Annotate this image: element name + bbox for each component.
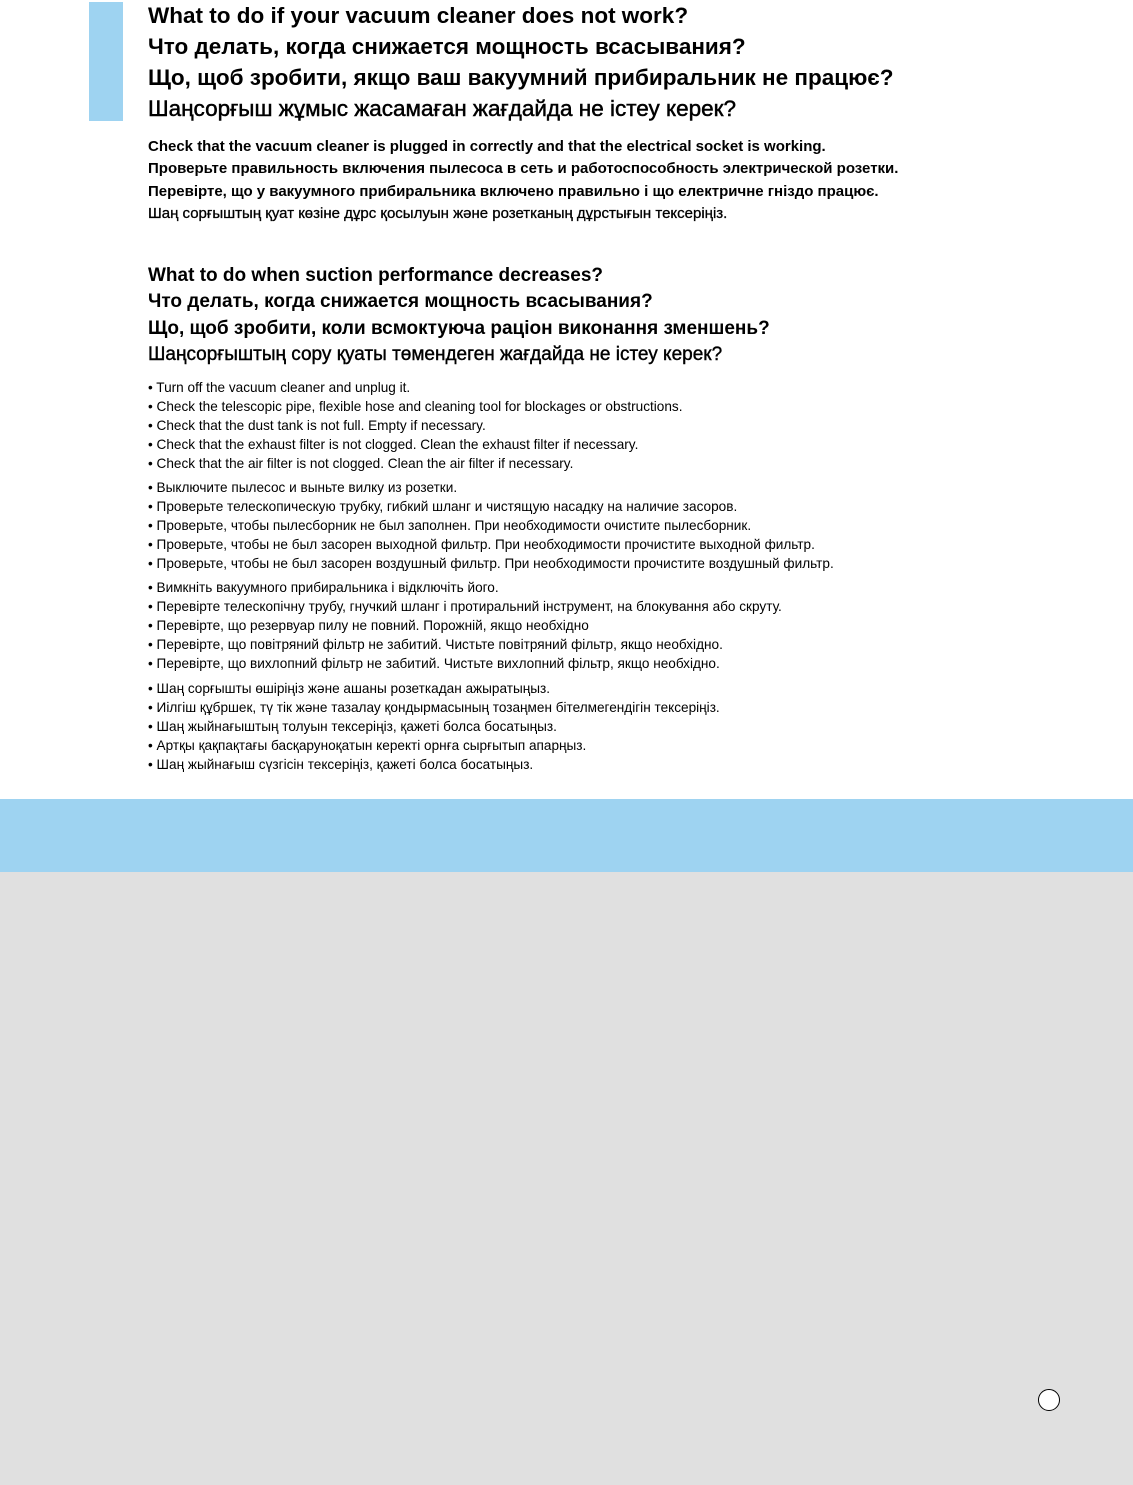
check-kz: Шаң сорғыштың қуат көзіне дұрс қосылуын және розетканың дұрстығын тексеріңіз. [148,204,728,222]
bullet-list-kz [148,679,720,774]
accent-side-bar [89,2,123,121]
list-item: • Check the telescopic pipe, flexible hose and cleaning tool for blockages or obstructions. [148,397,682,416]
bullet-list-ru [148,478,834,573]
heading-kz: Шаңсорғыштың сору қуаты төмендеген жағдайда не істеу керек? [148,343,723,365]
check-ru: Проверьте правильность включения пылесоса в сеть и работоспособность электрической розетки. [148,160,899,178]
page-number-circle [1038,1389,1060,1411]
page-content [148,0,1108,773]
section-not-working [148,0,1108,225]
list-item: • Артқы қақпақтағы басқаруноқатын керекті орнға сырғытып апарңыз. [148,736,720,755]
accent-band [0,799,1133,872]
list-item: • Перевірте телескопічну трубу, гнучкий шланг і протиральний інструмент, на блокування або скруту. [148,597,782,616]
list-item: • Шаң жыйнағыштың толуын тексеріңіз, қажеті болса босатыңыз. [148,717,720,736]
grey-panel [0,872,1133,1485]
section-suction-decrease [148,263,770,368]
list-item: • Check that the exhaust filter is not clogged. Clean the exhaust filter if necessary. [148,435,682,454]
list-item: • Перевірте, що вихлопний фільтр не забитий. Чистьте вихлопний фільтр, якщо необхідно. [148,654,782,673]
list-item: • Проверьте, чтобы не был засорен выходной фильтр. При необходимости прочистите выходной фильтр. [148,535,834,554]
heading-en: What to do if your vacuum cleaner does not work? [148,3,689,28]
list-item: • Проверьте, чтобы не был засорен воздушный фильтр. При необходимости прочистите воздушный фильтр. [148,554,834,573]
bullet-list-en [148,378,682,473]
list-item: • Шаң жыйнағыш сүзгісін тексеріңіз, қажеті болса босатыңыз. [148,755,720,774]
list-item: • Перевірте, що резервуар пилу не повний. Порожній, якщо необхідно [148,616,782,635]
heading-uk: Що, щоб зробити, коли всмоктуюча раціон виконання зменшень? [148,317,770,339]
heading-kz: Шаңсорғыш жұмыс жасамаған жағдайда не істеу керек? [148,96,737,121]
list-item: • Turn off the vacuum cleaner and unplug it. [148,378,682,397]
list-item: • Выключите пылесос и выньте вилку из розетки. [148,478,834,497]
bullet-list-uk [148,578,782,673]
list-item: • Check that the dust tank is not full. Empty if necessary. [148,416,682,435]
list-item: • Вимкніть вакуумного прибиральника і відключіть його. [148,578,782,597]
list-item: • Проверьте, чтобы пылесборник не был заполнен. При необходимости очистите пылесборник. [148,516,834,535]
check-socket-text [148,136,1108,225]
heading-uk: Що, щоб зробити, якщо ваш вакуумний прибиральник не працює? [148,65,894,90]
list-item: • Check that the air filter is not clogged. Clean the air filter if necessary. [148,454,682,473]
list-item: • Перевірте, що повітряний фільтр не забитий. Чистьте повітряний фільтр, якщо необхідно. [148,635,782,654]
list-item: • Шаң сорғышты өшіріңіз және ашаны розеткадан ажыратыңыз. [148,679,720,698]
heading-ru: Что делать, когда снижается мощность всасывания? [148,34,746,59]
check-en: Check that the vacuum cleaner is plugged in correctly and that the electrical socket is working. [148,138,826,155]
list-item: • Иілгіш құбршек, тү тік және тазалау қондырмасының тозаңмен бітелмегендігін тексеріңіз. [148,698,720,717]
heading-en: What to do when suction performance decreases? [148,265,604,286]
check-uk: Перевірте, що у вакуумного прибиральника включено правильно і що електричне гніздо працює. [148,182,879,200]
list-item: • Проверьте телескопическую трубку, гибкий шланг и чистящую насадку на наличие засоров. [148,497,834,516]
heading-ru: Что делать, когда снижается мощность всасывания? [148,291,653,313]
